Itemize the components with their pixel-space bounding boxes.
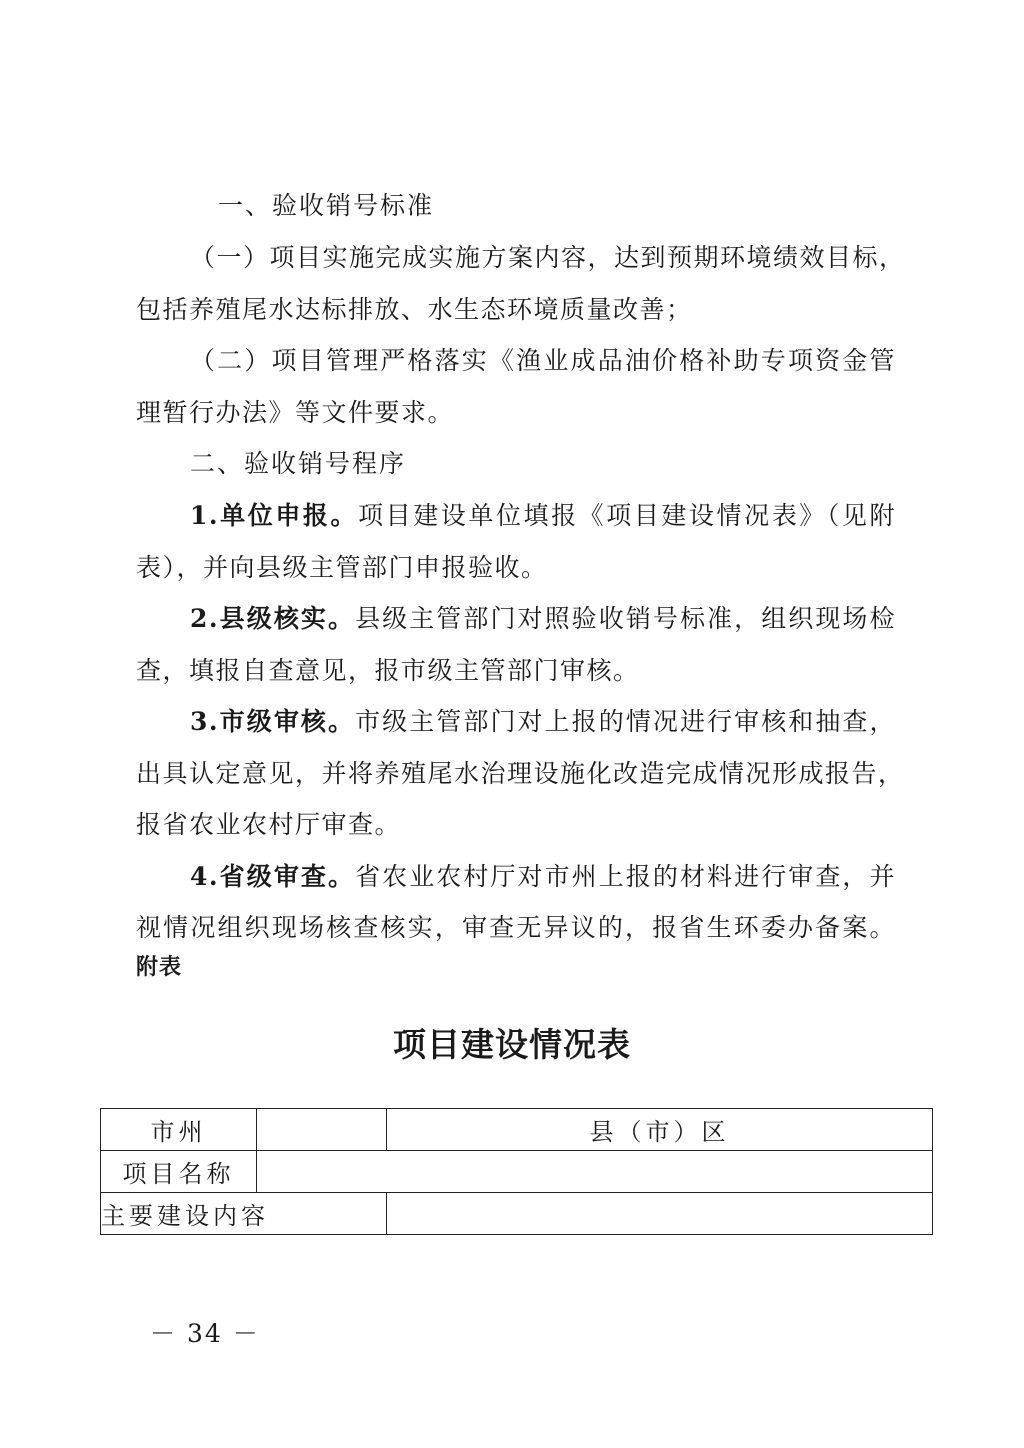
county-label-cell: 县（市）区 bbox=[387, 1109, 933, 1151]
section-1-item-2-line-2: 理暂行办法》等文件要求。 bbox=[136, 398, 455, 427]
step-1-line-1 bbox=[190, 501, 896, 531]
step-1-text: 项目建设单位填报《项目建设情况表》（见附 bbox=[358, 501, 896, 530]
section-1-item-2-line-1: （二）项目管理严格落实《渔业成品油价格补助专项资金管 bbox=[190, 346, 896, 375]
table-row bbox=[101, 1193, 933, 1235]
step-1-lead: 1.单位申报。 bbox=[190, 501, 359, 530]
step-3-lead: 3.市级审核。 bbox=[190, 707, 356, 736]
step-4-line-1 bbox=[190, 862, 896, 892]
step-3-line-1 bbox=[190, 707, 896, 737]
page-number: － 34 － bbox=[150, 1319, 260, 1348]
city-label-cell: 市州 bbox=[101, 1109, 257, 1151]
step-3-line-2: 出具认定意见，并将养殖尾水治理设施化改造完成情况形成报告， bbox=[136, 759, 905, 788]
project-info-table bbox=[100, 1108, 933, 1235]
step-3-line-3: 报省农业农村厅审查。 bbox=[136, 810, 402, 839]
city-value-cell[interactable] bbox=[257, 1109, 387, 1151]
main-content-value-cell[interactable] bbox=[387, 1193, 933, 1235]
step-3-text: 市级主管部门对上报的情况进行审核和抽查， bbox=[355, 707, 896, 736]
table-row bbox=[101, 1109, 933, 1151]
step-2-line-1 bbox=[190, 604, 896, 634]
step-2-line-2: 查，填报自查意见，报市级主管部门审核。 bbox=[136, 656, 640, 685]
step-4-line-2: 视情况组织现场核查核实，审查无异议的，报省生环委办备案。 bbox=[136, 913, 896, 942]
table-title: 项目建设情况表 bbox=[393, 1025, 631, 1064]
step-2-lead: 2.县级核实。 bbox=[190, 604, 356, 633]
appendix-label: 附表 bbox=[136, 955, 183, 980]
table-row bbox=[101, 1151, 933, 1193]
section-2-heading: 二、验收销号程序 bbox=[190, 449, 407, 478]
section-1-item-1-line-1: （一）项目实施完成实施方案内容，达到预期环境绩效目标， bbox=[190, 243, 906, 272]
step-1-line-2: 表），并向县级主管部门申报验收。 bbox=[136, 553, 548, 582]
step-4-text: 省农业农村厅对市州上报的材料进行审查，并 bbox=[355, 862, 896, 891]
step-4-lead: 4.省级审查。 bbox=[190, 862, 356, 891]
section-1-heading: 一、验收销号标准 bbox=[218, 191, 435, 220]
section-1-item-1-line-2: 包括养殖尾水达标排放、水生态环境质量改善； bbox=[136, 295, 693, 324]
step-2-text: 县级主管部门对照验收销号标准，组织现场检 bbox=[355, 604, 896, 633]
project-name-label-cell: 项目名称 bbox=[101, 1151, 257, 1193]
project-name-value-cell[interactable] bbox=[257, 1151, 933, 1193]
main-content-label-cell: 主要建设内容 bbox=[101, 1193, 387, 1235]
